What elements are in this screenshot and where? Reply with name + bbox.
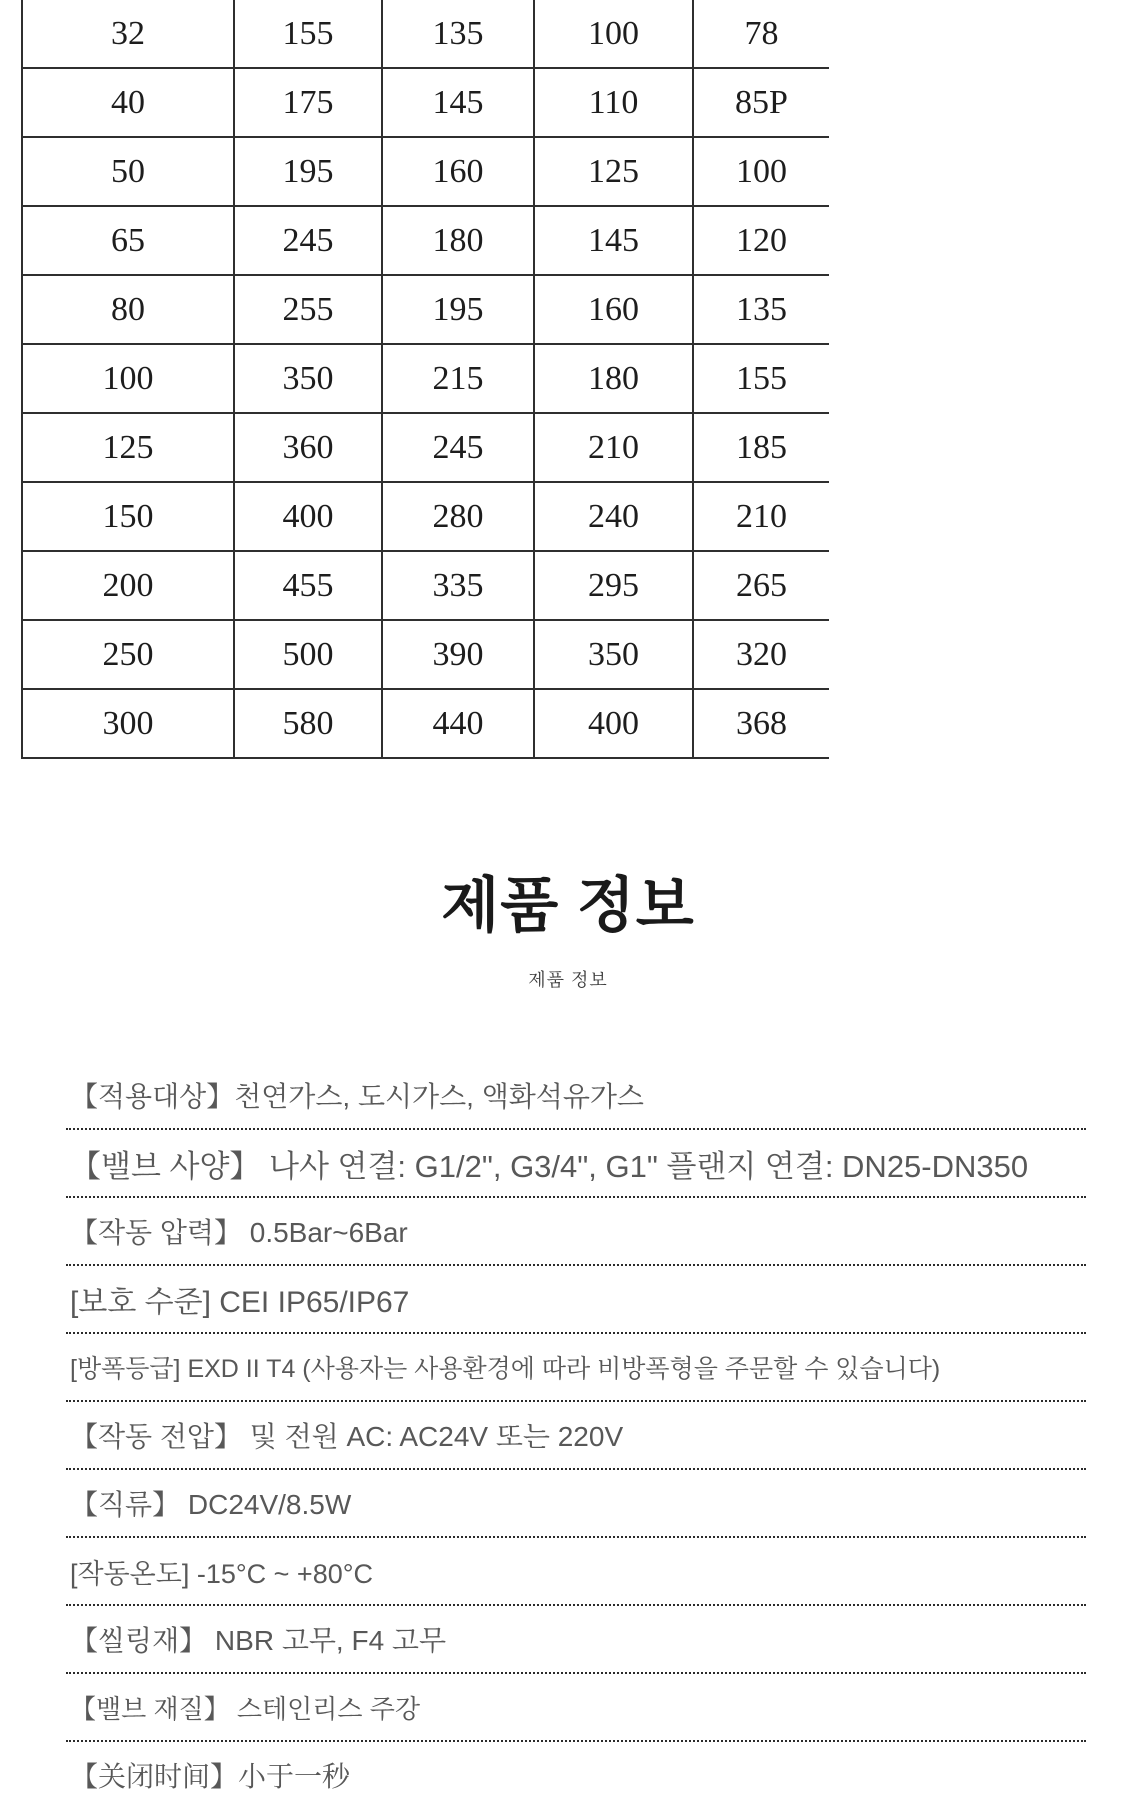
table-cell: 135 bbox=[694, 276, 829, 345]
table-cell: 65 bbox=[23, 207, 235, 276]
table-cell: 400 bbox=[235, 483, 383, 552]
table-cell: 135 bbox=[383, 0, 535, 69]
table-cell: 350 bbox=[235, 345, 383, 414]
table-cell: 160 bbox=[535, 276, 694, 345]
table-cell: 195 bbox=[383, 276, 535, 345]
spec-item: 【적용대상】천연가스, 도시가스, 액화석유가스 bbox=[66, 1062, 1086, 1130]
spec-item: 【밸브 사양】 나사 연결: G1/2", G3/4", G1" 플랜지 연결: DN25-DN350 bbox=[66, 1130, 1086, 1198]
spec-item: 【关闭时间】小于一秒 bbox=[70, 1761, 351, 1792]
table-row bbox=[23, 483, 829, 552]
table-cell: 80 bbox=[23, 276, 235, 345]
table-cell: 125 bbox=[535, 138, 694, 207]
spec-item: [보호 수준] CEI IP65/IP67 bbox=[66, 1266, 1086, 1334]
table-cell: 110 bbox=[535, 69, 694, 138]
spec-list bbox=[66, 1062, 1086, 1808]
spec-item: [방폭등급] EXD II T4 (사용자는 사용환경에 따라 비방폭형을 주문할 수 있습니다) bbox=[66, 1334, 1086, 1402]
table-cell: 40 bbox=[23, 69, 235, 138]
table-cell: 155 bbox=[235, 0, 383, 69]
table-row bbox=[23, 69, 829, 138]
table-cell: 265 bbox=[694, 552, 829, 621]
table-cell: 255 bbox=[235, 276, 383, 345]
table-row bbox=[23, 207, 829, 276]
table-row bbox=[23, 690, 829, 759]
table-row bbox=[23, 276, 829, 345]
table-cell: 580 bbox=[235, 690, 383, 759]
table-cell: 100 bbox=[694, 138, 829, 207]
table-cell: 250 bbox=[23, 621, 235, 690]
table-cell: 300 bbox=[23, 690, 235, 759]
table-cell: 100 bbox=[23, 345, 235, 414]
table-cell: 440 bbox=[383, 690, 535, 759]
dimension-table bbox=[21, 0, 829, 759]
table-cell: 120 bbox=[694, 207, 829, 276]
spec-item: 【씰링재】 NBR 고무, F4 고무 bbox=[66, 1606, 1086, 1674]
table-cell: 360 bbox=[235, 414, 383, 483]
table-cell: 210 bbox=[535, 414, 694, 483]
table-cell: 180 bbox=[535, 345, 694, 414]
table-cell: 155 bbox=[694, 345, 829, 414]
spec-item: [작동온도] -15°C ~ +80°C bbox=[66, 1538, 1086, 1606]
table-cell: 455 bbox=[235, 552, 383, 621]
table-cell: 145 bbox=[535, 207, 694, 276]
table-cell: 150 bbox=[23, 483, 235, 552]
table-cell: 390 bbox=[383, 621, 535, 690]
section-title: 제품 정보 bbox=[441, 872, 695, 939]
table-cell: 368 bbox=[694, 690, 829, 759]
table-cell: 185 bbox=[694, 414, 829, 483]
spec-item: 【작동 전압】 및 전원 AC: AC24V 또는 220V bbox=[66, 1402, 1086, 1470]
table-cell: 245 bbox=[383, 414, 535, 483]
spec-item: 【작동 압력】 0.5Bar~6Bar bbox=[66, 1198, 1086, 1266]
table-cell: 100 bbox=[535, 0, 694, 69]
table-cell: 350 bbox=[535, 621, 694, 690]
table-cell: 195 bbox=[235, 138, 383, 207]
table-row bbox=[23, 0, 829, 69]
spec-item: 【직류】 DC24V/8.5W bbox=[66, 1470, 1086, 1538]
table-cell: 280 bbox=[383, 483, 535, 552]
table-row bbox=[23, 138, 829, 207]
table-row bbox=[23, 345, 829, 414]
table-cell: 200 bbox=[23, 552, 235, 621]
table-cell: 180 bbox=[383, 207, 535, 276]
table-cell: 78 bbox=[694, 0, 829, 69]
table-row bbox=[23, 621, 829, 690]
section-subtitle: 제품 정보 bbox=[528, 970, 608, 990]
table-cell: 500 bbox=[235, 621, 383, 690]
table-cell: 320 bbox=[694, 621, 829, 690]
table-cell: 210 bbox=[694, 483, 829, 552]
table-cell: 32 bbox=[23, 0, 235, 69]
table-cell: 145 bbox=[383, 69, 535, 138]
table-row bbox=[23, 552, 829, 621]
table-cell: 50 bbox=[23, 138, 235, 207]
table-cell: 175 bbox=[235, 69, 383, 138]
table-cell: 160 bbox=[383, 138, 535, 207]
table-cell: 215 bbox=[383, 345, 535, 414]
table-cell: 245 bbox=[235, 207, 383, 276]
spec-item: 【밸브 재질】 스테인리스 주강 bbox=[66, 1674, 1086, 1742]
table-cell: 400 bbox=[535, 690, 694, 759]
table-cell: 240 bbox=[535, 483, 694, 552]
table-cell: 295 bbox=[535, 552, 694, 621]
table-row bbox=[23, 414, 829, 483]
table-cell: 335 bbox=[383, 552, 535, 621]
table-cell: 85P bbox=[694, 69, 829, 138]
table-cell: 125 bbox=[23, 414, 235, 483]
